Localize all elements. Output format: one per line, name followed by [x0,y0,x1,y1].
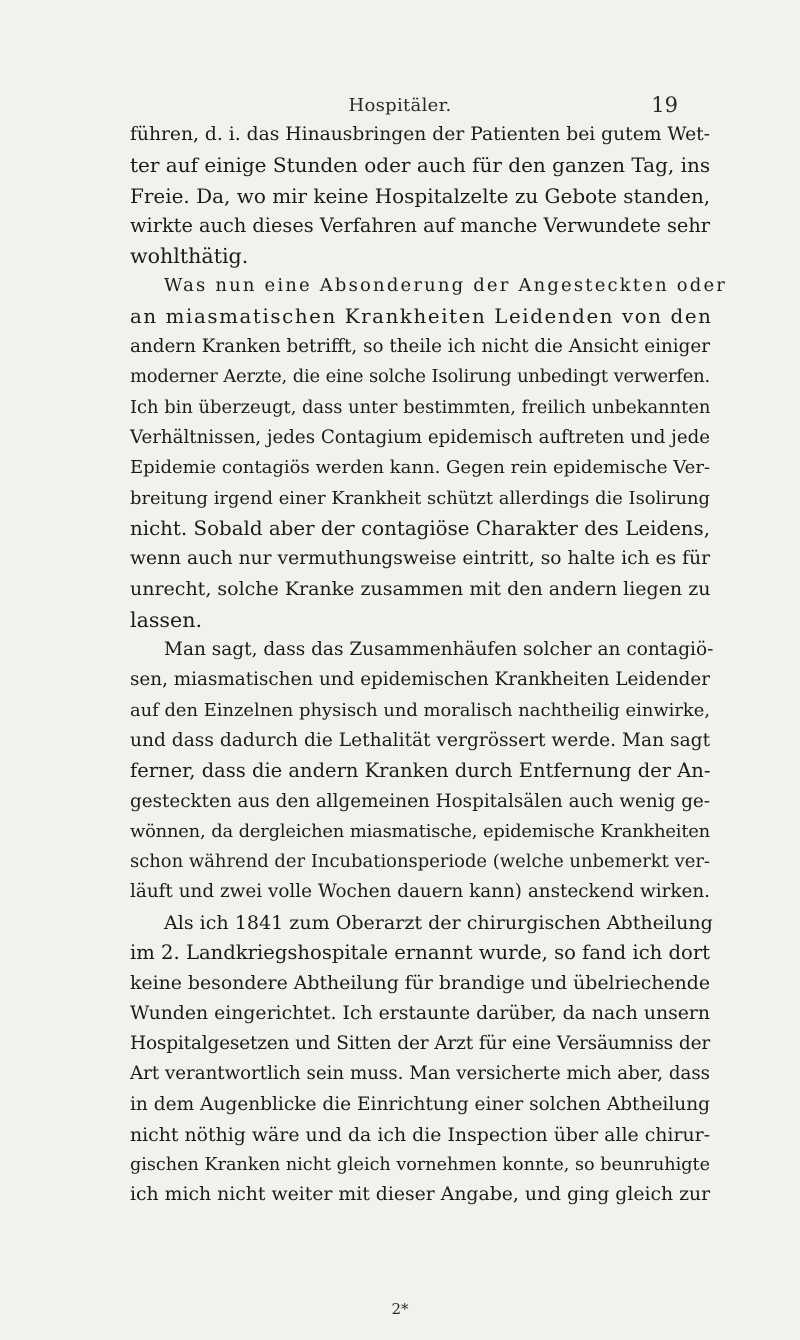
text-line: im 2. Landkriegshospitale ernannt wurde, so fand ich dort [130,941,711,965]
text-line: wönnen, da dergleichen miasmatische, epidemische Krankheiten [130,820,710,842]
text-line: gischen Kranken nicht gleich vornehmen konnte, so beunruhigte [130,1155,710,1176]
text-line: nicht nöthig wäre und da ich die Inspection über alle chirur- [130,1123,710,1146]
text-line: Als ich 1841 zum Oberarzt der chirurgischen Abtheilung [164,911,713,934]
text-line: Epidemie contagiös werden kann. Gegen rein epidemische Ver- [130,457,711,479]
page-number: 19 [651,93,678,117]
text-line: schon während der Incubationsperiode (welche unbemerkt ver- [130,851,710,873]
text-line: an miasmatischen Krankheiten Leidenden von den [130,304,713,328]
text-line: Hospitalgesetzen und Sitten der Arzt für eine Versäumniss der [130,1032,710,1054]
text-line: wenn auch nur vermuthungsweise eintritt, so halte ich es für [130,548,710,570]
text-line: Wunden eingerichtet. Ich erstaunte darüber, da nach unsern [130,1002,710,1024]
text-line: Freie. Da, wo mir keine Hospitalzelte zu Gebote standen, [130,183,711,208]
text-line: keine besondere Abtheilung für brandige und übelriechende [130,972,710,995]
text-line: und dass dadurch die Lethalität vergrössert werde. Man sagt [130,729,711,751]
text-line: sen, miasmatischen und epidemischen Krankheiten Leidender [130,669,710,691]
text-line: wohlthätig. [130,244,249,269]
text-line: gesteckten aus den allgemeinen Hospitalsälen auch wenig ge- [130,790,710,812]
text-line: Verhältnissen, jedes Contagium epidemisch auftreten und jede [130,426,710,448]
text-line: ich mich nicht weiter mit dieser Angabe, und ging gleich zur [130,1184,711,1206]
text-line: Man sagt, dass das Zusammenhäufen solcher an contagiö- [164,639,714,661]
text-line: auf den Einzelnen physisch und moralisch nachtheilig einwirke, [130,699,710,721]
body-text [130,120,728,1211]
text-line: führen, d. i. das Hinausbringen der Patienten bei gutem Wet- [130,124,710,145]
text-line: moderner Aerzte, die eine solche Isolirung unbedingt verwerfen. [130,366,710,388]
text-line: nicht. Sobald aber der contagiöse Charakter des Leidens, [130,516,710,540]
text-line: unrecht, solche Kranke zusammen mit den andern liegen zu [130,578,711,601]
signature-mark: 2* [391,1300,409,1318]
text-line: lassen. [130,607,202,632]
text-line: breitung irgend einer Krankheit schützt allerdings die Isolirung [130,487,710,509]
text-line: Was nun eine Absonderung der Angesteckten oder [164,275,728,297]
text-line: Art verantwortlich sein muss. Man versicherte mich aber, dass [130,1063,710,1085]
text-line: ferner, dass die andern Kranken durch Entfernung der An- [130,759,711,783]
text-line: Ich bin überzeugt, dass unter bestimmten, freilich unbekannten [130,396,711,418]
text-line: läuft und zwei volle Wochen dauern kann) ansteckend wirken. [130,881,710,903]
text-line: wirkte auch dieses Verfahren auf manche Verwundete sehr [130,213,711,237]
running-title: Hospitäler. [348,95,452,116]
text-line: andern Kranken betrifft, so theile ich nicht die Ansicht einiger [130,336,710,358]
text-line: in dem Augenblicke die Einrichtung einer solchen Abtheilung [130,1093,710,1115]
text-line: ter auf einige Stunden oder auch für den ganzen Tag, ins [130,153,711,178]
